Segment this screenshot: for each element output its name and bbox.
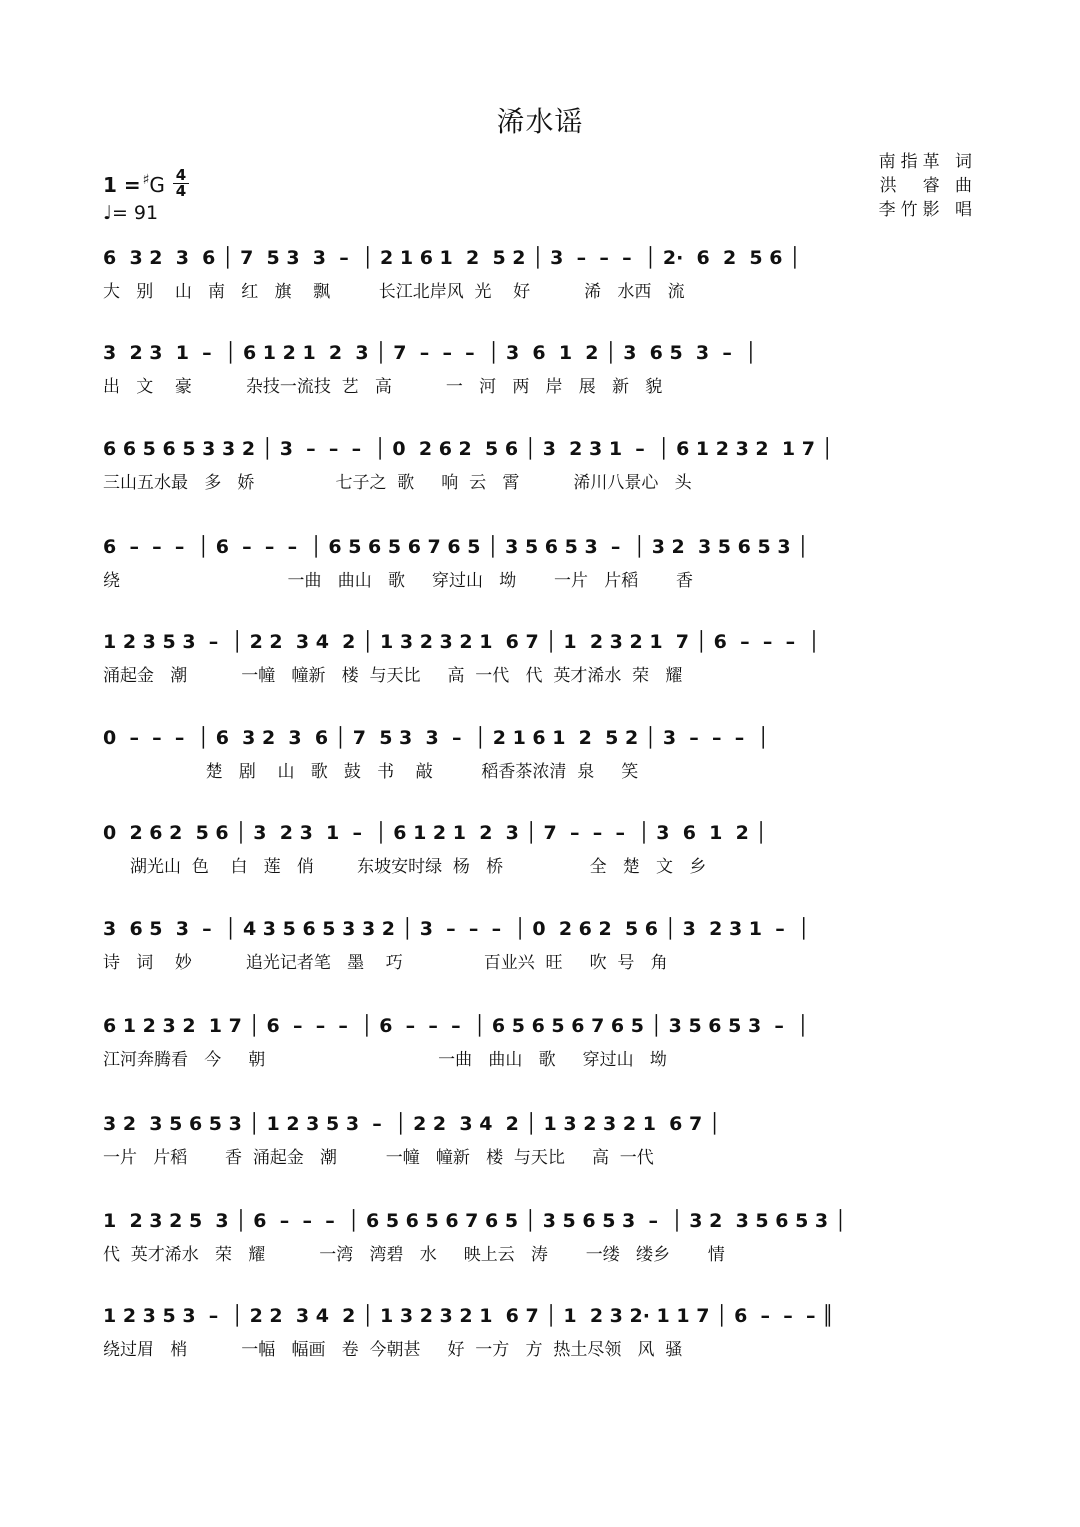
score-line-12 xyxy=(0,1296,1080,1376)
credits xyxy=(879,150,977,222)
lyric-line: 涌起金 潮 一幢 幢新 楼 与天比 高 一代 代 英才浠水 荣 耀 xyxy=(103,666,683,686)
notation-line: 3 6 5 3 – │ 4 3 5 6 5 3 3 2 │ 3 – – – │ 0 2 6 2 5 6 │ 3 2 3 1 – │ xyxy=(103,918,810,940)
score-line-10 xyxy=(0,1104,1080,1184)
sharp-icon: ♯ xyxy=(142,172,150,188)
notation-line: 0 – – – │ 6 3 2 3 6 │ 7 5 3 3 – │ 2 1 6 1 2 5 2 │ 3 – – – │ xyxy=(103,727,769,749)
lyric-line: 绕过眉 梢 一幅 幅画 卷 今朝甚 好 一方 方 热土尽领 风 骚 xyxy=(103,1340,683,1360)
composer-credit: 洪 睿 曲 xyxy=(879,176,977,196)
score-line-9 xyxy=(0,1006,1080,1086)
notation-line: 0 2 6 2 5 6 │ 3 2 3 1 – │ 6 1 2 1 2 3 │ 7 – – – │ 3 6 1 2 │ xyxy=(103,822,767,844)
singer-credit: 李竹影 唱 xyxy=(878,200,977,220)
lyric-line: 江河奔腾看 今 朝 一曲 曲山 歌 穿过山 坳 xyxy=(103,1050,667,1070)
notation-line: 6 3 2 3 6 │ 7 5 3 3 – │ 2 1 6 1 2 5 2 │ 3 – – – │ 2· 6 2 5 6 │ xyxy=(103,247,801,269)
notation-line: 6 6 5 6 5 3 3 2 │ 3 – – – │ 0 2 6 2 5 6 │ 3 2 3 1 – │ 6 1 2 3 2 1 7 │ xyxy=(103,438,833,460)
lyric-line: 大 别 山 南 红 旗 飘 长江北岸风 光 好 浠 水西 流 xyxy=(103,282,685,302)
score-line-2 xyxy=(0,333,1080,413)
lyric-line: 代 英才浠水 荣 耀 一湾 湾碧 水 映上云 涛 一缕 缕乡 情 xyxy=(103,1245,725,1265)
score-line-1 xyxy=(0,238,1080,318)
notation-line: 1 2 3 2 5 3 │ 6 – – – │ 6 5 6 5 6 7 6 5 │ 3 5 6 5 3 – │ 3 2 3 5 6 5 3 │ xyxy=(103,1210,847,1232)
notation-line: 3 2 3 1 – │ 6 1 2 1 2 3 │ 7 – – – │ 3 6 1 2 │ 3 6 5 3 – │ xyxy=(103,342,757,364)
notation-line: 6 1 2 3 2 1 7 │ 6 – – – │ 6 – – – │ 6 5 6 5 6 7 6 5 │ 3 5 6 5 3 – │ xyxy=(103,1015,809,1037)
lyric-line: 湖光山 色 白 莲 俏 东坡安时绿 杨 桥 全 楚 文 乡 xyxy=(103,857,707,877)
notation-line: 6 – – – │ 6 – – – │ 6 5 6 5 6 7 6 5 │ 3 5 6 5 3 – │ 3 2 3 5 6 5 3 │ xyxy=(103,536,809,558)
key-signature: 1 = ♯G xyxy=(103,172,165,197)
lyric-line: 三山五水最 多 娇 七子之 歌 响 云 霄 浠川八景心 头 xyxy=(103,473,692,493)
score-line-4 xyxy=(0,527,1080,607)
lyric-line: 出 文 豪 杂技一流技 艺 高 一 河 两 岸 展 新 貌 xyxy=(103,377,663,397)
score-line-11 xyxy=(0,1201,1080,1281)
score-line-3 xyxy=(0,429,1080,509)
lyric-line: 楚 剧 山 歌 鼓 书 敲 稻香茶浓清 泉 笑 xyxy=(103,762,639,782)
lyric-line: 绕 一曲 曲山 歌 穿过山 坳 一片 片稻 香 xyxy=(103,571,694,591)
score-line-7 xyxy=(0,813,1080,893)
notation-line: 1 2 3 5 3 – │ 2 2 3 4 2 │ 1 3 2 3 2 1 6 7 │ 1 2 3 2· 1 1 7 │ 6 – – – ║ xyxy=(103,1305,834,1327)
lyricist-credit: 南指革 词 xyxy=(878,152,977,172)
quarter-note-icon: ♩ xyxy=(103,202,112,224)
tempo-marking: ♩= 91 xyxy=(103,202,159,224)
time-signature: 4 4 xyxy=(172,168,190,199)
song-title: 浠水谣 xyxy=(496,105,584,138)
notation-line: 3 2 3 5 6 5 3 │ 1 2 3 5 3 – │ 2 2 3 4 2 │ 1 3 2 3 2 1 6 7 │ xyxy=(103,1113,721,1135)
lyric-line: 诗 词 妙 追光记者笔 墨 巧 百业兴 旺 吹 号 角 xyxy=(103,953,668,973)
score-line-5 xyxy=(0,622,1080,702)
lyric-line: 一片 片稻 香 涌起金 潮 一幢 幢新 楼 与天比 高 一代 xyxy=(103,1148,654,1168)
score-line-6 xyxy=(0,718,1080,798)
score-line-8 xyxy=(0,909,1080,989)
notation-line: 1 2 3 5 3 – │ 2 2 3 4 2 │ 1 3 2 3 2 1 6 7 │ 1 2 3 2 1 7 │ 6 – – – │ xyxy=(103,631,820,653)
